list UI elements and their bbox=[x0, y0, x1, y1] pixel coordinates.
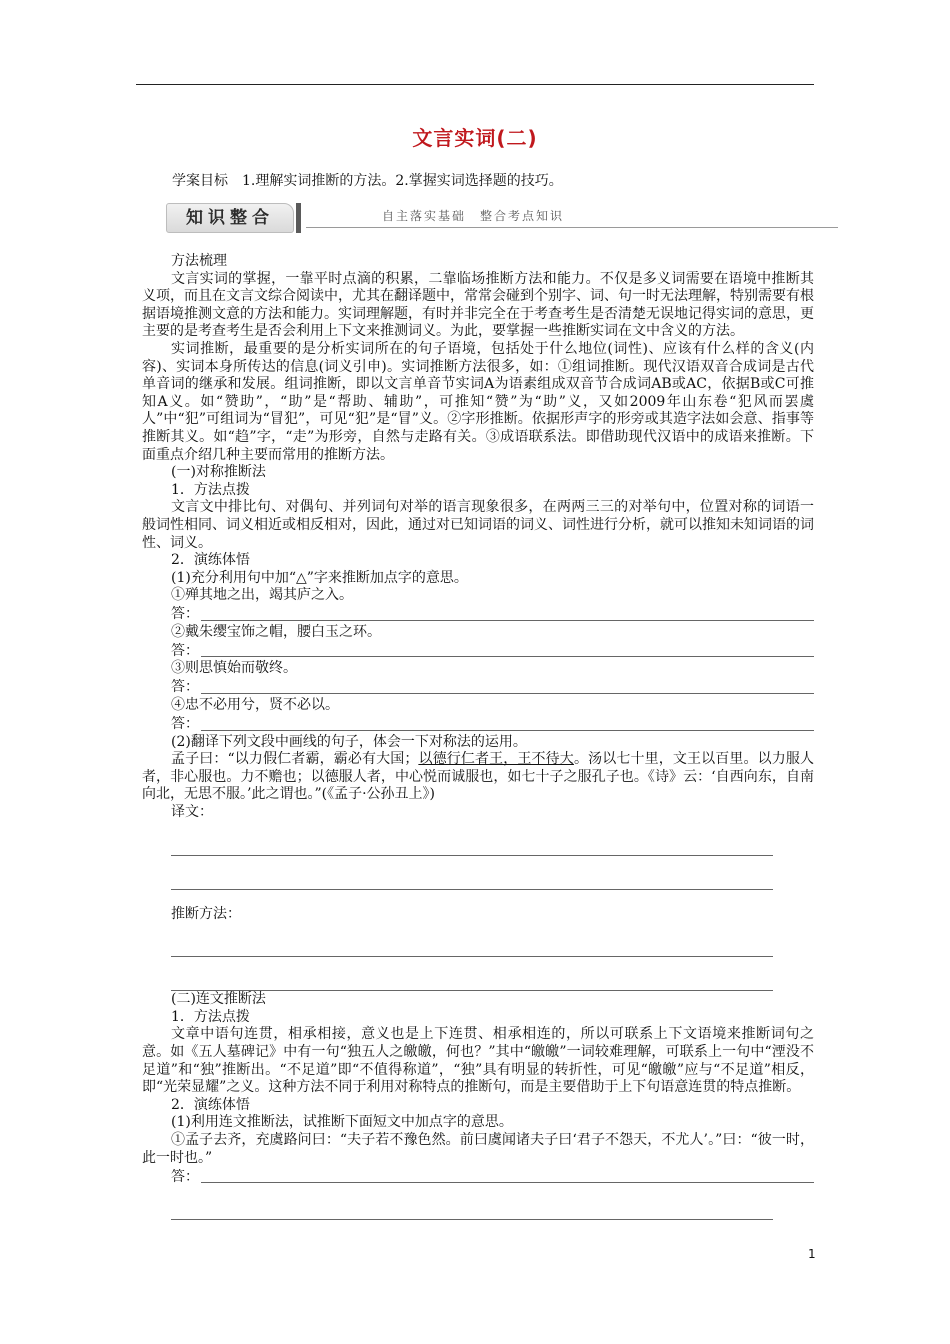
page-title: 文言实词(二) bbox=[412, 126, 538, 150]
subheading-practice: 2．演练体悟 bbox=[171, 552, 250, 569]
answer-line[interactable] bbox=[201, 1182, 814, 1183]
translation-line[interactable] bbox=[171, 822, 773, 856]
method-heading: 方法梳理 bbox=[171, 253, 227, 269]
paragraph-context: 文章中语句连贯，相承相接，意义也是上下连贯、相承相连的，所以可联系上下文语境来推断词句之意。如《五人墓碑记》中有一句“独五人之皦皦，何也？”其中“皦皦”一词较难理解，可联系上一句中“湮没不足道”和“独”推断出。“不足道”即“不值得称道”，“独”具有明显的转折性，可见“皦皦”应与“不足道”相反，即“光荣显耀”之义。这种方法不同于利用对称特点的推断句，而是主要借助于上下句语意连贯的特点推断。 bbox=[142, 1026, 814, 1096]
answer-row[interactable] bbox=[142, 605, 814, 624]
paragraph-methods: 实词推断，最重要的是分析实词所在的句子语境，包括处于什么地位(词性)、应该有什么样的含义(内容)、实词本身所传达的信息(词义引申)。实词推断方法很多，如：①组词推断。现代汉语双音合成词是古代单音词的继承和发展。组词推断，即以文言单音节实词A为语素组成双音节合成词AB或AC，依据B或C可推知A义。如“赞助”，“助”是“帮助、辅助”，可推知“赞”为“助”义，又如2009年山东卷“犯风而罢虞人”中“犯”可组词为“冒犯”，可见“犯”是“冒”义。②字形推断。依据形声字的形旁或其造字法如会意、指事等推断其义。如“趋”字，“走”为形旁，自然与走路有关。③成语联系法。即借助现代汉语中的成语来推断。下面重点介绍几种主要而常用的推断方法。 bbox=[142, 340, 814, 463]
section-heading-context: (二)连文推断法 bbox=[171, 991, 266, 1008]
question-1b: ②戴朱缨宝饰之帽，腰白玉之环。 bbox=[171, 623, 381, 640]
answer-row[interactable] bbox=[142, 1167, 814, 1186]
question-1: (1)充分利用句中加“△”字来推断加点字的意思。 bbox=[171, 569, 468, 586]
translation-label: 译文： bbox=[171, 804, 213, 821]
question-3: (1)利用连文推断法，试推断下面短文中加点字的意思。 bbox=[171, 1114, 513, 1131]
question-1a: ①殚其地之出，竭其庐之入。 bbox=[171, 587, 353, 604]
section-banner bbox=[166, 203, 838, 235]
banner-divider bbox=[296, 203, 301, 233]
passage-text: 。汤以七十里，文王以百里。以力服人者，非心服也。力不赡也；以德服人者，中心悦而诚服也，如七十子之服孔子也。《诗》云：‘自西向东，自南向北，无思不服。’此之谓也。”(《孟子·公孙丑上》) bbox=[142, 751, 815, 803]
paragraph-symmetry: 文言文中排比句、对偶句、并列词句对举的语言现象很多，在两两三三的对举句中，位置对称的词语一般词性相同、词义相近或相反相对，因此，通过对已知词语的词义、词性进行分析，就可以推知未知词语的词性、词义。 bbox=[142, 499, 814, 551]
subheading-tips: 1．方法点拨 bbox=[171, 481, 250, 498]
subheading-tips: 1．方法点拨 bbox=[171, 1008, 250, 1025]
learning-goal: 学案目标 1.理解实词推断的方法。2.掌握实词选择题的技巧。 bbox=[172, 173, 563, 189]
header-rule bbox=[136, 84, 814, 85]
banner-subtitle: 自主落实基础 整合考点知识 bbox=[382, 209, 565, 223]
answer-line[interactable] bbox=[171, 1186, 773, 1220]
question-3a: ①孟子去齐，充虞路问曰：“夫子若不豫色然。前曰虞闻诸夫子曰‘君子不怨天，不尤人’。”曰：“彼一时，此一时也。” bbox=[142, 1131, 814, 1166]
answer-line[interactable] bbox=[201, 656, 814, 657]
page-number: 1 bbox=[808, 1247, 816, 1261]
answer-label: 答： bbox=[171, 679, 199, 696]
subheading-practice: 2．演练体悟 bbox=[171, 1096, 250, 1113]
answer-label: 答： bbox=[171, 716, 199, 733]
question-2: (2)翻译下列文段中画线的句子，体会一下对称法的运用。 bbox=[171, 733, 527, 750]
answer-line[interactable] bbox=[201, 693, 814, 694]
method-line[interactable] bbox=[171, 923, 773, 957]
answer-row[interactable] bbox=[142, 715, 814, 734]
underlined-sentence: 以德行仁者王，王不待大 bbox=[418, 751, 574, 768]
passage-text: 孟子曰：“以力假仁者霸，霸必有大国； bbox=[171, 751, 419, 768]
paragraph-intro: 文言实词的掌握，一靠平时点滴的积累，二靠临场推断方法和能力。不仅是多义词需要在语境中推断其义项，而且在文言文综合阅读中，尤其在翻译题中，常常会碰到个别字、词、句一时无法理解，特别需要有根据语境推测文意的方法和能力。实词理解题，有时并非完全在于考查考生是否清楚无误地记得实词的意思，更主要的是考查考生是否会利用上下文来推测词义。为此，要掌握一些推断实词在文中含义的方法。 bbox=[142, 270, 814, 340]
answer-label: 答： bbox=[171, 606, 199, 623]
section-heading-symmetry: (一)对称推断法 bbox=[171, 464, 266, 481]
translation-line[interactable] bbox=[171, 856, 773, 890]
answer-label: 答： bbox=[171, 1168, 199, 1185]
main-content bbox=[142, 253, 814, 1220]
banner-tag: 知识整合 bbox=[166, 203, 294, 233]
question-1c: ③则思慎始而敬终。 bbox=[171, 660, 297, 677]
passage-mencius bbox=[142, 751, 814, 804]
answer-line[interactable] bbox=[201, 730, 814, 731]
answer-row[interactable] bbox=[142, 678, 814, 697]
answer-row[interactable] bbox=[142, 641, 814, 660]
method-line[interactable] bbox=[171, 957, 773, 991]
answer-label: 答： bbox=[171, 642, 199, 659]
method-label: 推断方法： bbox=[171, 905, 241, 922]
question-1d: ④忠不必用兮，贤不必以。 bbox=[171, 697, 339, 714]
answer-line[interactable] bbox=[201, 620, 814, 621]
banner-underline bbox=[306, 227, 838, 228]
